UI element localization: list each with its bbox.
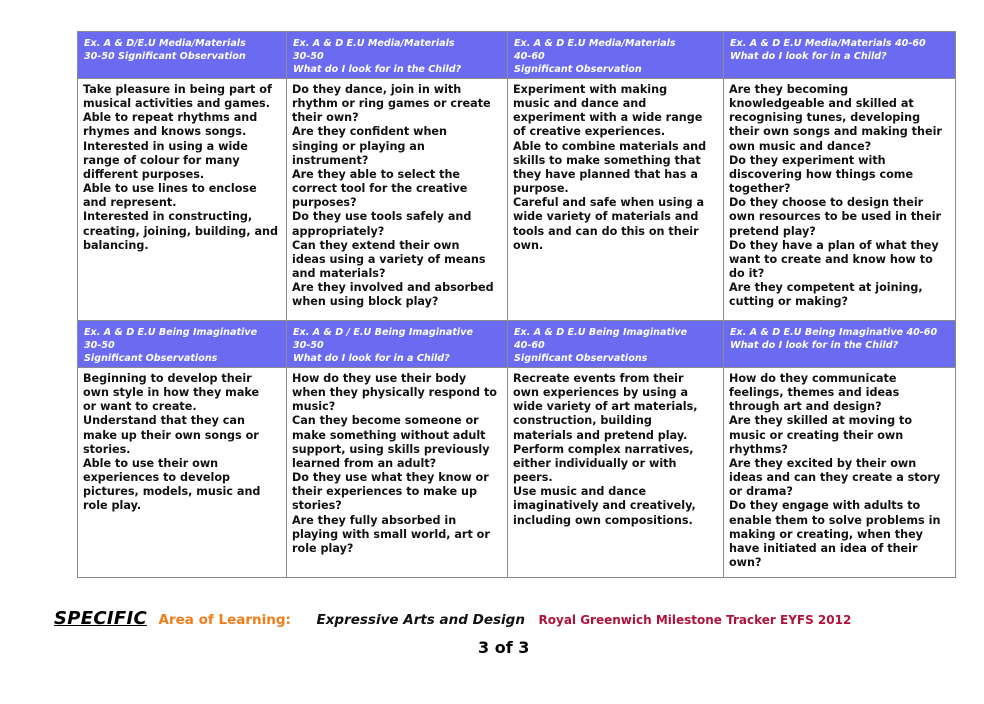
cell-text-line: musical activities and games.: [83, 97, 270, 111]
cell-text-line: tools and can do this on their: [513, 224, 699, 238]
cell-text-line: range of colour for many: [83, 153, 240, 167]
cell-text-line: instrument?: [292, 153, 369, 167]
cell-text-line: own?: [729, 556, 762, 570]
cell-text-line: experiences to develop: [83, 471, 231, 485]
cell-text-line: Experiment with making: [513, 83, 668, 96]
cell-text-line: Significant Observation: [514, 64, 642, 75]
cell-text-line: recognising tunes, developing: [729, 111, 921, 125]
cell-text-line: Are they fully absorbed in: [292, 513, 457, 527]
cell-text-line: Interested in using a wide: [83, 139, 248, 153]
content-row-being-imaginative: [78, 368, 956, 578]
cell-text-line: Are they involved and absorbed: [292, 281, 494, 295]
cell-text-line: cutting or making?: [729, 295, 849, 309]
cell-text-line: music and dance and: [513, 97, 647, 111]
cell-text-line: How do they communicate: [729, 372, 897, 385]
content-cell: [78, 368, 287, 578]
cell-text-line: their experiences to make up: [292, 485, 477, 499]
cell-text-line: Are they able to select the: [292, 167, 460, 181]
specific-label: SPECIFIC: [54, 608, 147, 629]
content-row-media-materials: [78, 79, 956, 321]
cell-text-line: music?: [292, 400, 336, 414]
cell-text-line: Do they choose to design their: [729, 196, 924, 210]
cell-text-line: or drama?: [729, 485, 793, 499]
cell-text-line: 40-60: [514, 340, 545, 351]
cell-text-line: What do I look for in a Child?: [730, 51, 887, 62]
cell-text-line: do it?: [729, 267, 765, 281]
cell-text-line: Do they use tools safely and: [292, 210, 472, 224]
cell-text-line: enable them to solve problems in: [729, 513, 941, 527]
cell-text-line: Understand that they can: [83, 414, 245, 428]
cell-text-line: skills to make something that: [513, 153, 701, 167]
cell-text-line: discovering how things come: [729, 167, 914, 181]
cell-text-line: ideas using a variety of means: [292, 252, 486, 266]
page-footer: [54, 608, 851, 629]
cell-text-line: What do I look for in a Child?: [293, 353, 450, 364]
content-cell: [78, 79, 287, 321]
cell-text-line: 30-50: [293, 51, 324, 62]
cell-text-line: construction, building: [513, 414, 652, 428]
cell-text-line: role play.: [83, 499, 142, 513]
cell-text-line: peers.: [513, 471, 553, 485]
cell-text-line: Do they have a plan of what they: [729, 238, 939, 252]
cell-text-line: when they physically respond to: [292, 386, 497, 400]
cell-text-line: music or creating their own: [729, 428, 904, 442]
header-cell: [508, 32, 724, 79]
cell-text-line: Significant Observations: [514, 353, 648, 364]
cell-text-line: together?: [729, 182, 791, 196]
cell-text-line: stories.: [83, 442, 131, 456]
cell-text-line: What do I look for in the Child?: [730, 340, 899, 351]
cell-text-line: What do I look for in the Child?: [293, 64, 462, 75]
cell-text-line: Ex. A & D E.U Media/Materials: [293, 38, 455, 49]
content-cell: [287, 368, 508, 578]
content-cell: [724, 368, 956, 578]
cell-text-line: rhythm or ring games or create: [292, 97, 491, 111]
content-cell: [287, 79, 508, 321]
header-cell: [724, 32, 956, 79]
cell-text-line: their own?: [292, 111, 359, 125]
header-row-being-imaginative: [78, 321, 956, 368]
cell-text-line: Able to repeat rhythms and: [83, 111, 258, 125]
cell-text-line: Can they extend their own: [292, 238, 460, 252]
cell-text-line: stories?: [292, 499, 342, 513]
cell-text-line: wide variety of materials and: [513, 210, 699, 224]
cell-text-line: purposes?: [292, 196, 357, 210]
cell-text-line: Use music and dance: [513, 485, 647, 499]
cell-text-line: Ex. A & D E.U Media/Materials: [514, 38, 676, 49]
cell-text-line: Beginning to develop their: [83, 372, 252, 385]
cell-text-line: own music and dance?: [729, 139, 872, 153]
cell-text-line: own style in how they make: [83, 386, 260, 400]
content-cell: [724, 79, 956, 321]
cell-text-line: Are they skilled at moving to: [729, 414, 913, 428]
cell-text-line: Do they use what they know or: [292, 471, 489, 485]
cell-text-line: make up their own songs or: [83, 428, 259, 442]
cell-text-line: Able to combine materials and: [513, 139, 707, 153]
cell-text-line: Ex. A & D / E.U Being Imaginative: [293, 327, 473, 338]
header-cell: [724, 321, 956, 368]
cell-text-line: Ex. A & D E.U Being Imaginative 40-60: [730, 327, 938, 338]
header-cell: [78, 321, 287, 368]
page-number: 3 of 3: [478, 638, 530, 657]
cell-text-line: correct tool for the creative: [292, 182, 468, 196]
cell-text-line: Are they confident when: [292, 125, 447, 139]
cell-text-line: Interested in constructing,: [83, 210, 253, 224]
subject-title: Expressive Arts and Design: [316, 612, 525, 628]
cell-text-line: imaginatively and creatively,: [513, 499, 696, 513]
header-row-media-materials: [78, 32, 956, 79]
cell-text-line: when using block play?: [292, 295, 439, 309]
cell-text-line: Ex. A & D E.U Media/Materials 40-60: [730, 38, 926, 49]
cell-text-line: their own songs and making their: [729, 125, 942, 139]
cell-text-line: Ex. A & D/E.U Media/Materials: [84, 38, 246, 49]
cell-text-line: materials and pretend play.: [513, 428, 688, 442]
cell-text-line: and represent.: [83, 196, 177, 210]
cell-text-line: pretend play?: [729, 224, 816, 238]
tracker-name: Royal Greenwich Milestone Tracker EYFS 2012: [538, 613, 852, 627]
cell-text-line: wide variety of art materials,: [513, 400, 698, 414]
cell-text-line: rhythms?: [729, 442, 788, 456]
cell-text-line: or want to create.: [83, 400, 197, 414]
cell-text-line: 30-50: [293, 340, 324, 351]
cell-text-line: creating, joining, building, and: [83, 224, 278, 238]
cell-text-line: Able to use lines to enclose: [83, 182, 257, 196]
cell-text-line: own experiences by using a: [513, 386, 689, 400]
header-cell: [508, 321, 724, 368]
cell-text-line: support, using skills previously: [292, 442, 490, 456]
milestone-tracker-table: [77, 31, 956, 578]
cell-text-line: of creative experiences.: [513, 125, 666, 139]
cell-text-line: Able to use their own: [83, 456, 219, 470]
header-cell: [287, 321, 508, 368]
cell-text-line: 30-50: [84, 340, 115, 351]
cell-text-line: Ex. A & D E.U Being Imaginative: [514, 327, 688, 338]
cell-text-line: singing or playing an: [292, 139, 425, 153]
cell-text-line: own.: [513, 238, 544, 252]
cell-text-line: Significant Observations: [84, 353, 218, 364]
cell-text-line: Are they excited by their own: [729, 456, 917, 470]
cell-text-line: 30-50 Significant Observation: [84, 51, 246, 62]
header-cell: [287, 32, 508, 79]
cell-text-line: Perform complex narratives,: [513, 442, 694, 456]
cell-text-line: feelings, themes and ideas: [729, 386, 900, 400]
cell-text-line: experiment with a wide range: [513, 111, 703, 125]
cell-text-line: Can they become someone or: [292, 414, 479, 428]
header-cell: [78, 32, 287, 79]
cell-text-line: ideas and can they create a story: [729, 471, 941, 485]
cell-text-line: Are they competent at joining,: [729, 281, 923, 295]
cell-text-line: and materials?: [292, 267, 386, 281]
cell-text-line: make something without adult: [292, 428, 486, 442]
cell-text-line: Do they engage with adults to: [729, 499, 921, 513]
content-cell: [508, 368, 724, 578]
cell-text-line: including own compositions.: [513, 513, 693, 527]
cell-text-line: through art and design?: [729, 400, 882, 414]
cell-text-line: pictures, models, music and: [83, 485, 261, 499]
cell-text-line: purpose.: [513, 182, 569, 196]
cell-text-line: they have planned that has a: [513, 167, 698, 181]
cell-text-line: playing with small world, art or: [292, 527, 490, 541]
cell-text-line: have initiated an idea of their: [729, 541, 918, 555]
cell-text-line: want to create and know how to: [729, 252, 933, 266]
cell-text-line: Do they dance, join in with: [292, 83, 462, 96]
content-cell: [508, 79, 724, 321]
cell-text-line: Ex. A & D E.U Being Imaginative: [84, 327, 258, 338]
cell-text-line: rhymes and knows songs.: [83, 125, 247, 139]
cell-text-line: How do they use their body: [292, 372, 467, 385]
cell-text-line: Take pleasure in being part of: [83, 83, 272, 96]
cell-text-line: either individually or with: [513, 456, 677, 470]
cell-text-line: different purposes.: [83, 167, 205, 181]
cell-text-line: Careful and safe when using a: [513, 196, 705, 210]
cell-text-line: making or creating, when they: [729, 527, 923, 541]
cell-text-line: appropriately?: [292, 224, 385, 238]
cell-text-line: balancing.: [83, 238, 149, 252]
cell-text-line: learned from an adult?: [292, 456, 437, 470]
cell-text-line: Are they becoming: [729, 83, 849, 96]
cell-text-line: Do they experiment with: [729, 153, 886, 167]
cell-text-line: 40-60: [514, 51, 545, 62]
cell-text-line: Recreate events from their: [513, 372, 684, 385]
cell-text-line: role play?: [292, 541, 354, 555]
cell-text-line: knowledgeable and skilled at: [729, 97, 914, 111]
area-of-learning-label: Area of Learning:: [158, 612, 291, 628]
cell-text-line: own resources to be used in their: [729, 210, 942, 224]
